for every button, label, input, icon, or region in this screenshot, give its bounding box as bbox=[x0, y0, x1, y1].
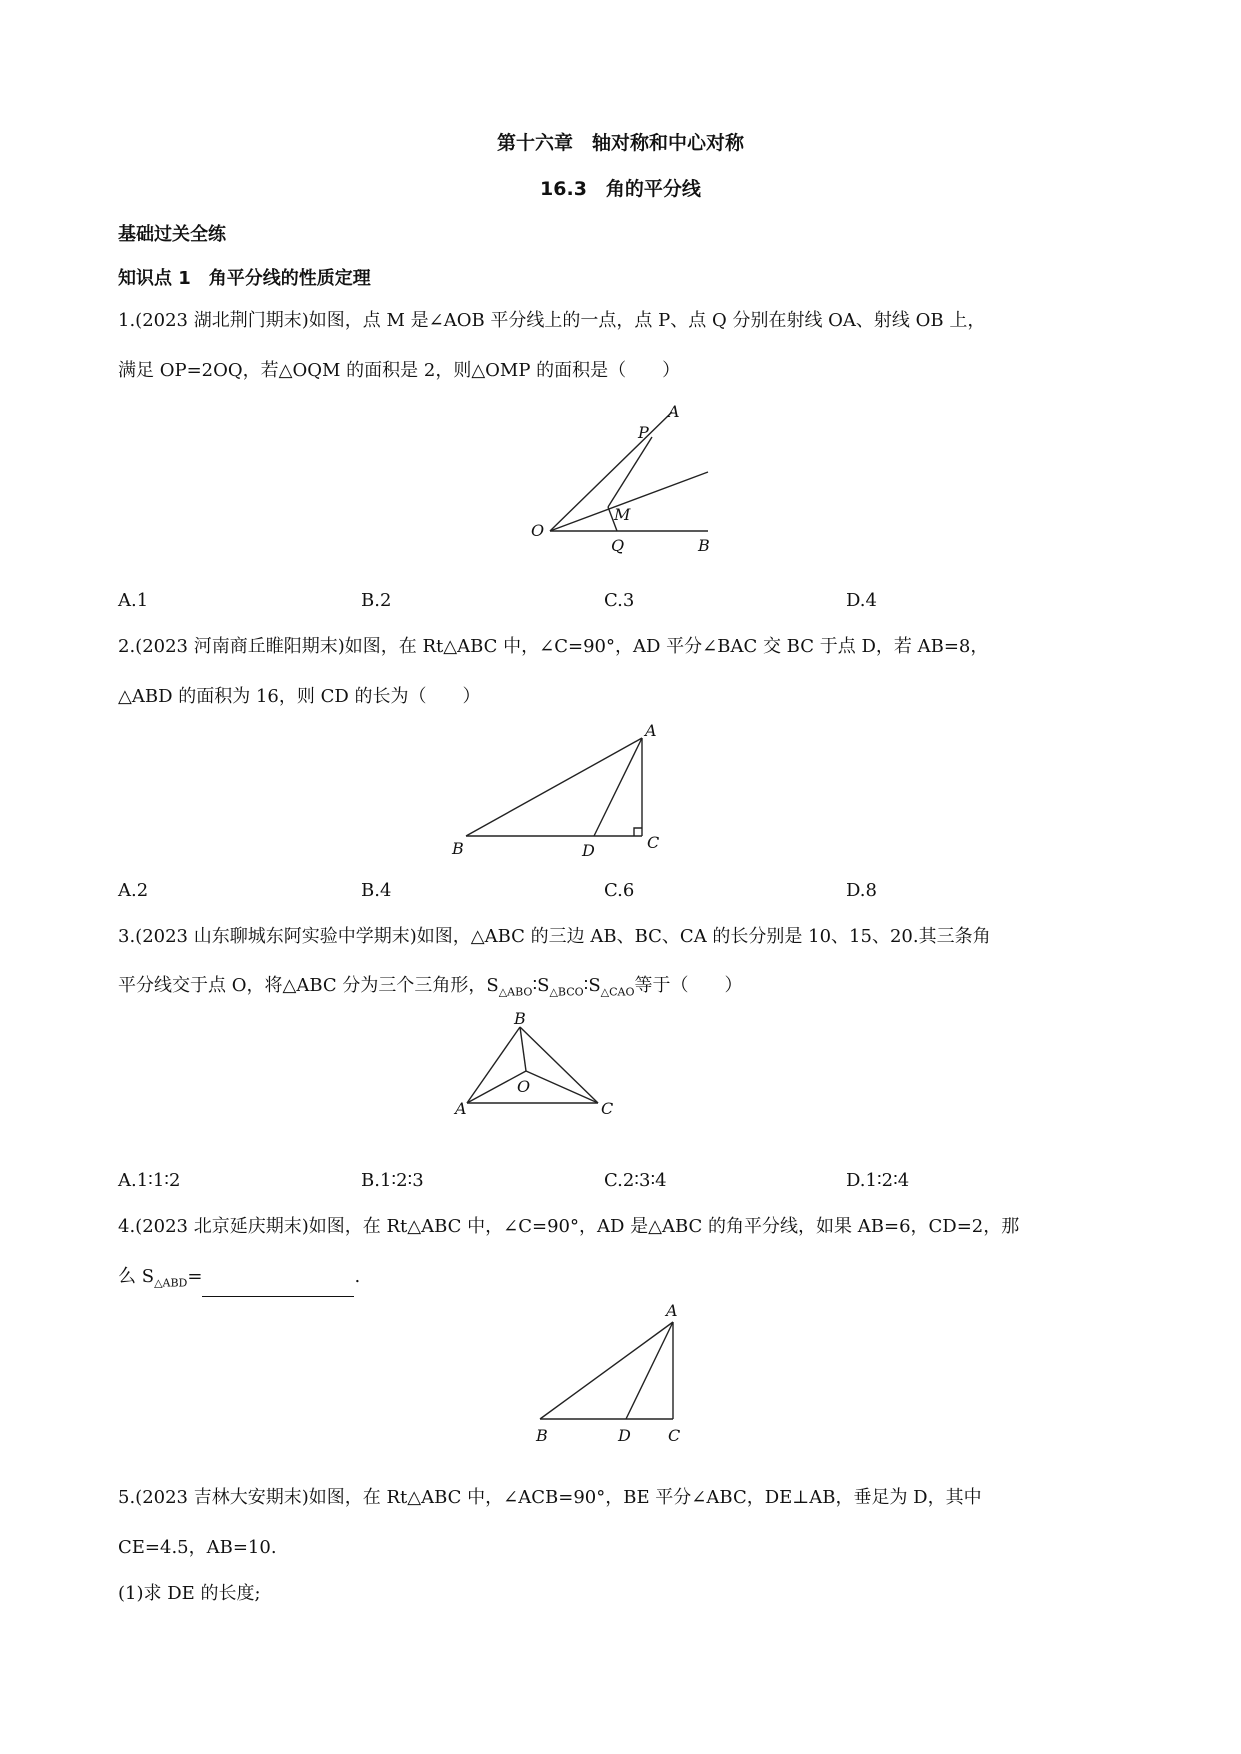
label-m: M bbox=[614, 505, 631, 524]
label-b: B bbox=[536, 1426, 548, 1445]
q1-option-d: D.4 bbox=[846, 590, 877, 611]
label-d: D bbox=[582, 841, 595, 860]
label-a: A bbox=[668, 402, 680, 421]
bisector-ad bbox=[626, 1322, 673, 1419]
q1-line2: 满足 OP=2OQ，若△OQM 的面积是 2，则△OMP 的面积是（ ） bbox=[118, 360, 681, 381]
q3-option-d: D.1∶2∶4 bbox=[846, 1170, 910, 1191]
label-b: B bbox=[514, 1009, 526, 1028]
q4-line1: 4.(2023 北京延庆期末)如图，在 Rt△ABC 中，∠C=90°，AD 是△ABC 的角平分线，如果 AB=6，CD=2，那 bbox=[118, 1216, 1020, 1237]
q3-option-b: B.1∶2∶3 bbox=[361, 1170, 424, 1191]
q2-line2: △ABD 的面积为 16，则 CD 的长为（ ） bbox=[118, 686, 481, 707]
label-b: B bbox=[452, 839, 464, 858]
q1-line1: 1.(2023 湖北荆门期末)如图，点 M 是∠AOB 平分线上的一点，点 P、点 Q 分别在射线 OA、射线 OB 上， bbox=[118, 310, 986, 331]
label-a: A bbox=[645, 721, 657, 740]
label-q: Q bbox=[611, 536, 625, 555]
chapter-title: 第十六章 轴对称和中心对称 bbox=[496, 132, 744, 154]
q3-option-c: C.2∶3∶4 bbox=[604, 1170, 667, 1191]
label-a: A bbox=[666, 1301, 678, 1320]
q5-line1: 5.(2023 吉林大安期末)如图，在 Rt△ABC 中，∠ACB=90°，BE 平分∠ABC，DE⊥AB，垂足为 D，其中 bbox=[118, 1487, 982, 1508]
label-o: O bbox=[531, 521, 545, 540]
q1-option-b: B.2 bbox=[361, 590, 392, 611]
label-a: A bbox=[455, 1099, 467, 1118]
label-c: C bbox=[668, 1426, 681, 1445]
q2-option-c: C.6 bbox=[604, 880, 635, 901]
label-p: P bbox=[638, 423, 649, 442]
q1-option-c: C.3 bbox=[604, 590, 635, 611]
label-c: C bbox=[647, 833, 660, 852]
q2-option-a: A.2 bbox=[118, 880, 149, 901]
q3-line1: 3.(2023 山东聊城东阿实验中学期末)如图，△ABC 的三边 AB、BC、CA 的长分别是 10、15、20.其三条角 bbox=[118, 926, 991, 947]
knowledge-point-title: 知识点 1 角平分线的性质定理 bbox=[118, 268, 371, 289]
side-ba bbox=[540, 1322, 673, 1419]
label-d: D bbox=[618, 1426, 631, 1445]
q2-line1: 2.(2023 河南商丘睢阳期末)如图，在 Rt△ABC 中，∠C=90°，AD 平分∠BAC 交 BC 于点 D，若 AB=8， bbox=[118, 636, 989, 657]
label-b: B bbox=[698, 536, 710, 555]
q1-option-a: A.1 bbox=[118, 590, 149, 611]
section-title: 16.3 角的平分线 bbox=[540, 178, 701, 200]
label-c: C bbox=[601, 1099, 614, 1118]
label-o: O bbox=[517, 1077, 531, 1096]
q4-line2: 么 $S_{\triangle ABD}=$ . bbox=[118, 1264, 360, 1297]
q2-option-d: D.8 bbox=[846, 880, 877, 901]
q5-line3: (1)求 DE 的长度; bbox=[118, 1583, 261, 1604]
q3-line2: 平分线交于点 O，将△ABC 分为三个三角形，$S_{\triangle ABO}∶S_{\triangle BCO}∶S_{\triangle CAO}$等于（ ） bbox=[118, 975, 743, 999]
q3-option-a: A.1∶1∶2 bbox=[118, 1170, 181, 1191]
part-title: 基础过关全练 bbox=[118, 224, 226, 245]
q2-option-b: B.4 bbox=[361, 880, 392, 901]
q5-line2: CE=4.5，AB=10. bbox=[118, 1537, 277, 1558]
